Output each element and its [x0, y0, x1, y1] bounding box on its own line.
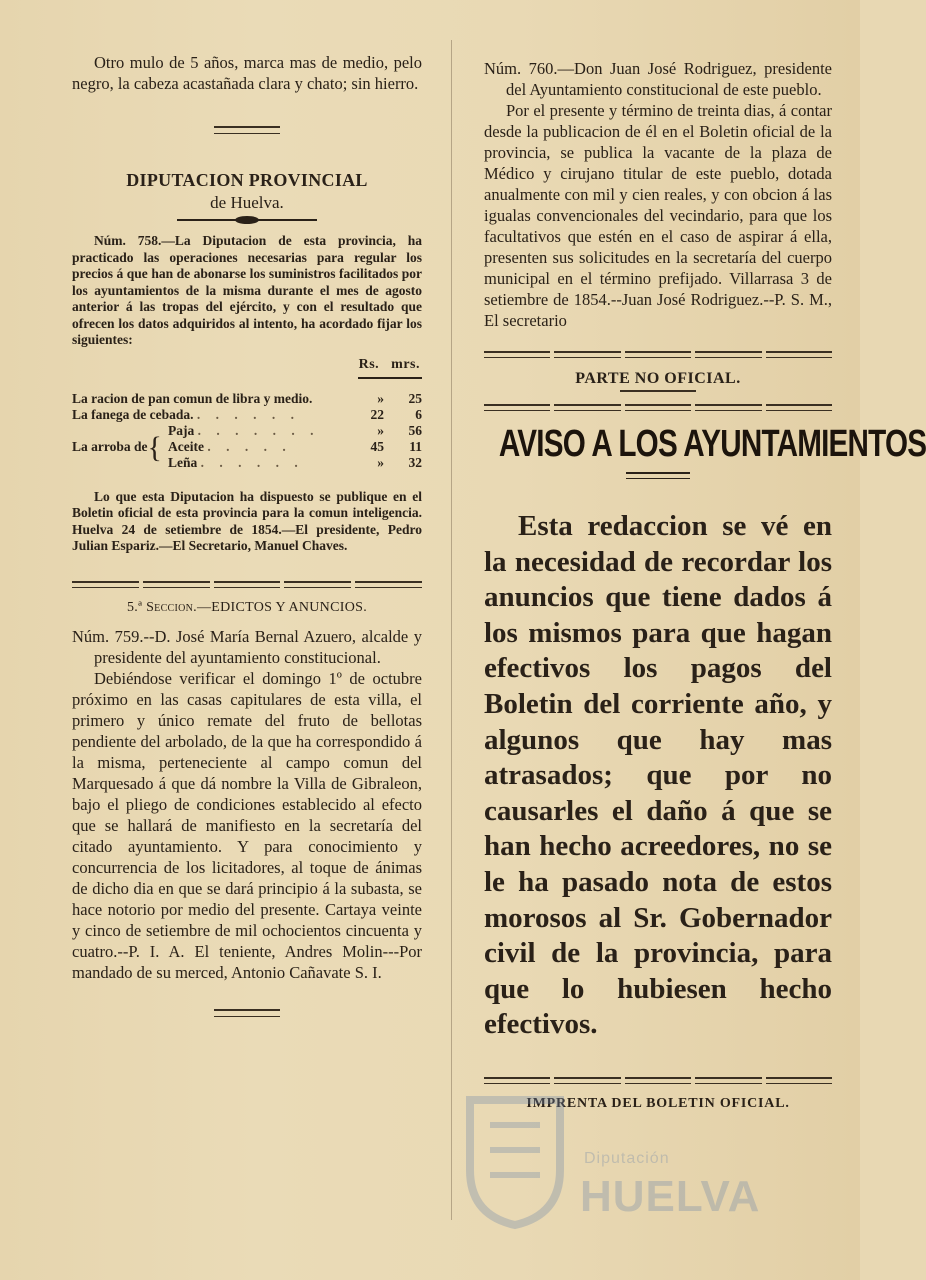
right-column: [484, 58, 926, 1112]
edict-759-body: Debiéndose verificar el domingo 1º de octubre próximo en las casas capitulares de esta villa, el primero y único remate del fruto de bellotas pendiente del arbolado, de la que ha correspondido á la misma, perteneciente al campo comun del Marquesado á que dá nombre la Villa de Gibraleon, bajo el pliego de condiciones establecido al efecto que se hallará de manifiesto en la secretaría del citado ayuntamiento. Y para conocimiento y concurrencia de los licitadores, al toque de ánimas de dicho dia en que se dará principio á la subasta, se hace notorio por medio del presente. Cartaya veinte y cinco de setiembre de mil ochocientos cincuenta y cuatro.--P. I. A. El teniente, Andres Molin---Por mandado de su merced, Antonio Cañavate S. I.: [72, 668, 422, 982]
price-rs: 45: [370, 438, 384, 454]
price-rs: »: [377, 454, 384, 470]
section-rule: [484, 351, 832, 358]
section-rule: [484, 404, 832, 411]
price-mrs: 11: [409, 438, 422, 454]
price-rs: »: [377, 390, 384, 406]
ornament-rule: [214, 1009, 280, 1017]
price-mrs: 25: [408, 390, 422, 406]
price-mrs: 56: [408, 422, 422, 438]
price-rs: »: [377, 422, 384, 438]
aviso-rule: [626, 472, 690, 479]
price-rs: 22: [370, 406, 384, 422]
diputacion-notice: Núm. 758.—La Diputacion de esta provincia, ha practicado las operaciones necesarias para regular los precios á que han de abonarse los suministros facilitados por los ayuntamientos de la misma durante el mes de agosto anterior á las tropas del ejército, y con el resultado que ofrecen los datos adquiridos al intento, ha acordado fijar los siguientes:: [72, 233, 422, 347]
price-label: Aceite . . . . .: [168, 438, 292, 454]
section-rule: [484, 1077, 832, 1084]
diputacion-closing: Lo que esta Diputacion ha dispuesto se publique en el Boletin oficial de esta provincia para la comun inteligencia. Huelva 24 de setiembre de 1854.—El presidente, Pedro Julian Espariz.—El Secretario, Manuel Chaves.: [72, 488, 422, 553]
watermark-small-text: Diputación: [584, 1150, 670, 1167]
col-rs-label: Rs.: [358, 356, 380, 372]
section-heading: 5.ª Seccion.—EDICTOS Y ANUNCIOS.: [127, 599, 367, 615]
price-label: Paja . . . . . . .: [168, 422, 320, 438]
watermark-large-text: HUELVA: [580, 1172, 761, 1221]
price-mrs: 32: [408, 454, 422, 470]
price-row: [72, 423, 422, 439]
price-mrs: 6: [415, 406, 422, 422]
intro-paragraph: Otro mulo de 5 años, marca mas de medio, pelo negro, la cabeza acastañada clara y chato; sin hierro.: [72, 53, 422, 93]
price-label: Leña . . . . . .: [168, 454, 304, 470]
imprenta-footer: IMPRENTA DEL BOLETIN OFICIAL.: [526, 1095, 790, 1111]
arroba-group-label: La arroba de{: [72, 430, 162, 464]
price-column-headers: [74, 357, 420, 373]
left-column: [72, 52, 422, 1031]
edict-760-heading: Núm. 760.—Don Juan José Rodriguez, presidente del Ayuntamiento constitucional de este pueblo.: [484, 59, 832, 99]
price-table: [72, 391, 422, 471]
price-label: La racion de pan comun de libra y medio.: [72, 390, 313, 406]
edict-760-body: Por el presente y término de treinta dias, á contar desde la publicacion de él en el Boletin oficial de la provincia, se publica la vacante de la plaza de Médico y cirujano titular de este pueblo, dotada anualmente con mil y cien reales, y con obcion á las igualas convencionales del vecindario, para que los facultativos que estén en el caso de aspirar á ella, presenten sus solicitudes en la secretaría del cuerpo municipal en el término prefijado. Villarrasa 3 de setiembre de 1854.--Juan José Rodriguez.--P. S. M., El secretario: [484, 101, 832, 330]
aviso-body: Esta redaccion se vé en la necesidad de recordar los anuncios que tiene dados á los mismos para que hagan efectivos los pagos del Boletin del corriente año, y algunos que hay mas atrasados; que por no causarles el daño á que se han hecho acreedores, no se le ha pasado nota de estos morosos al Sr. Gobernador civil de la provincia, para que lo hubiesen hecho efectivos.: [484, 510, 832, 1041]
price-row: [72, 407, 422, 423]
swash-rule: [177, 219, 317, 221]
parte-rule: [620, 390, 696, 392]
diputacion-title: DIPUTACION PROVINCIAL: [126, 170, 368, 190]
column-divider: [451, 40, 452, 1220]
aviso-title: AVISO A LOS AYUNTAMIENTOS: [498, 423, 926, 465]
price-label: La fanega de cebada. . . . . . .: [72, 406, 300, 422]
header-rule: [358, 377, 422, 379]
ornament-rule: [214, 126, 280, 134]
diputacion-subtitle: de Huelva.: [210, 193, 284, 212]
parte-no-oficial-heading: PARTE NO OFICIAL.: [575, 370, 741, 387]
col-mrs-label: mrs.: [391, 356, 420, 372]
section-rule: [72, 581, 422, 588]
price-row: [72, 391, 422, 407]
edict-759-heading: Núm. 759.--D. José María Bernal Azuero, alcalde y presidente del ayuntamiento constitucional.: [72, 626, 422, 667]
